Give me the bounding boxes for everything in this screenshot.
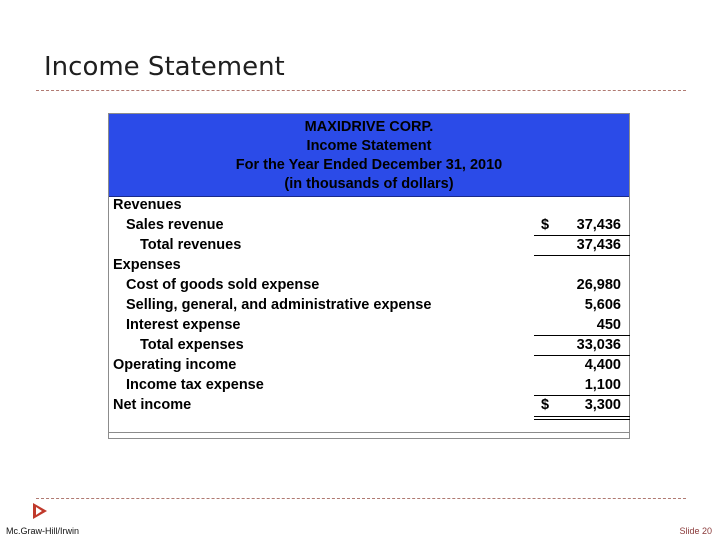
slide-number: Slide 20 (679, 526, 712, 536)
total-double-rule (534, 416, 630, 420)
row-label: Expenses (113, 257, 181, 273)
row-cogs (109, 275, 629, 295)
row-income-tax (109, 375, 629, 395)
row-net-income (109, 395, 629, 415)
row-label: Net income (113, 397, 192, 413)
statement-period: For the Year Ended December 31, 2010 (235, 157, 503, 173)
bottom-divider (36, 498, 686, 499)
row-amount: 5,606 (584, 297, 621, 313)
row-operating-income (109, 355, 629, 375)
statement-name: Income Statement (306, 138, 432, 154)
row-revenues (109, 195, 629, 215)
row-label: Total expenses (140, 337, 244, 353)
row-amount: 450 (596, 317, 621, 333)
row-label: Income tax expense (126, 377, 264, 393)
company-name: MAXIDRIVE CORP. (304, 119, 434, 135)
row-amount: 37,436 (576, 237, 621, 253)
row-label: Revenues (113, 197, 182, 213)
row-label: Operating income (113, 357, 237, 373)
dollar-sign: $ (541, 397, 550, 413)
dollar-sign: $ (541, 217, 550, 233)
row-label: Cost of goods sold expense (126, 277, 320, 293)
row-label: Total revenues (140, 237, 242, 253)
row-label: Sales revenue (126, 217, 224, 233)
row-sales-revenue (109, 215, 629, 235)
row-sga (109, 295, 629, 315)
row-expenses (109, 255, 629, 275)
row-amount: 1,100 (584, 377, 621, 393)
row-label: Selling, general, and administrative expense (126, 297, 432, 313)
row-total-expenses (109, 335, 629, 355)
row-amount: 4,400 (584, 357, 621, 373)
top-divider (36, 90, 686, 91)
play-arrow-icon (32, 503, 48, 519)
row-amount: 33,036 (576, 337, 621, 353)
statement-header (109, 114, 629, 197)
publisher-footer: Mc.Graw-Hill/Irwin (6, 526, 79, 536)
row-amount: 26,980 (576, 277, 621, 293)
row-label: Interest expense (126, 317, 241, 333)
statement-units: (in thousands of dollars) (284, 176, 454, 192)
row-total-revenues (109, 235, 629, 255)
slide-title: Income Statement (44, 52, 285, 82)
row-amount: 3,300 (584, 397, 621, 413)
table-bottom-rule (109, 432, 629, 433)
row-interest (109, 315, 629, 335)
row-amount: 37,436 (576, 217, 621, 233)
income-statement-table (108, 113, 630, 439)
